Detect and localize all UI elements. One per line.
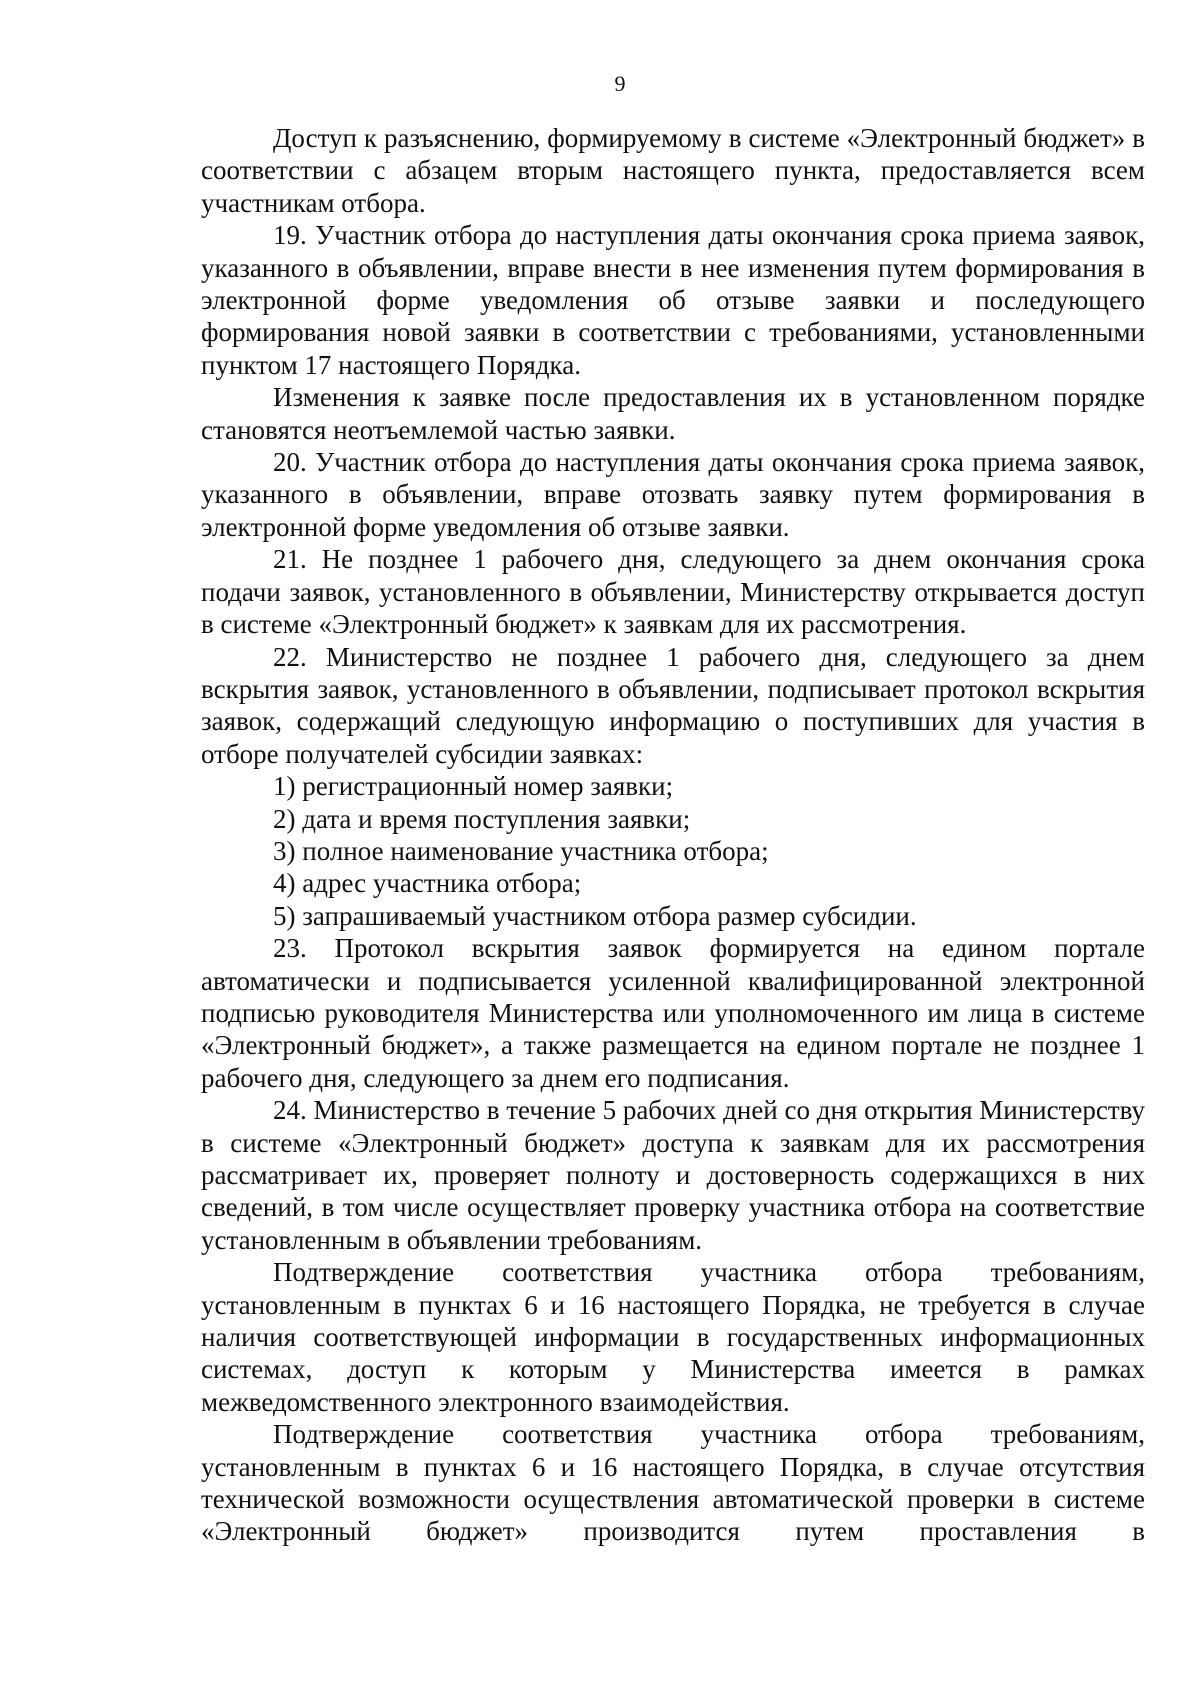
- list-item-2: 2) дата и время поступления заявки;: [273, 803, 691, 834]
- list-item-4: 4) адрес участника отбора;: [273, 868, 582, 899]
- page-number: 9: [614, 71, 626, 96]
- paragraph-item-22: 22. Министерство не позднее 1 рабочего дня, следующего за днем вскрытия заявок, установленного в объявлении, подписывает протокол вскрытия заявок, содержащий следующую информацию о поступивших для участия в отборе получателей субсидии заявках:: [201, 641, 1145, 769]
- paragraph-item-23: 23. Протокол вскрытия заявок формируется на едином портале автоматически и подписывается усиленной квалифицированной электронной подписью руководителя Министерства или уполномоченного им лица в системе «Электронный бюджет», а также размещается на едином портале не позднее 1 рабочего дня, следующего за днем его подписания.: [201, 933, 1145, 1093]
- paragraph-item-19: 19. Участник отбора до наступления даты окончания срока приема заявок, указанного в объявлении, вправе внести в нее изменения путем формирования в электронной форме уведомления об отзыве заявки и последующего формирования новой заявки в соответствии с требованиями, установленными пунктом 17 настоящего Порядка.: [201, 220, 1145, 380]
- paragraph-confirmation-not-required: Подтверждение соответствия участника отбора требованиям, установленным в пунктах 6 и 16 настоящего Порядка, не требуется в случае наличия соответствующей информации в государственных информационных системах, доступ к которым у Министерства имеется в рамках межведомственного электронного взаимодействия.: [201, 1257, 1145, 1417]
- paragraph-changes-to-application: Изменения к заявке после предоставления их в установленном порядке становятся неотъемлемой частью заявки.: [201, 382, 1145, 445]
- list-item-1: 1) регистрационный номер заявки;: [273, 771, 674, 802]
- list-item-3: 3) полное наименование участника отбора;: [273, 835, 769, 866]
- list-item-5: 5) запрашиваемый участником отбора размер субсидии.: [273, 900, 917, 931]
- paragraph-item-24: 24. Министерство в течение 5 рабочих дней со дня открытия Министерству в системе «Электронный бюджет» доступа к заявкам для их рассмотрения рассматривает их, проверяет полноту и достоверность содержащихся в них сведений, в том числе осуществляет проверку участника отбора на соответствие установленным в объявлении требованиям.: [201, 1095, 1145, 1255]
- paragraph-item-21: 21. Не позднее 1 рабочего дня, следующего за днем окончания срока подачи заявок, установленного в объявлении, Министерству открывается доступ в системе «Электронный бюджет» к заявкам для их рассмотрения.: [201, 544, 1145, 640]
- document-body: [201, 122, 1145, 1548]
- paragraph-confirmation-manual-check: Подтверждение соответствия участника отбора требованиям, установленным в пунктах 6 и 16 настоящего Порядка, в случае отсутствия технической возможности осуществления автоматической проверки в системе «Электронный бюджет» производится путем проставления в: [201, 1419, 1145, 1547]
- paragraph-item-20: 20. Участник отбора до наступления даты окончания срока приема заявок, указанного в объявлении, вправе отозвать заявку путем формирования в электронной форме уведомления об отзыве заявки.: [201, 447, 1145, 542]
- paragraph-access-clarification: Доступ к разъяснению, формируемому в системе «Электронный бюджет» в соответствии с абзацем вторым настоящего пункта, предоставляется всем участникам отбора.: [201, 123, 1145, 218]
